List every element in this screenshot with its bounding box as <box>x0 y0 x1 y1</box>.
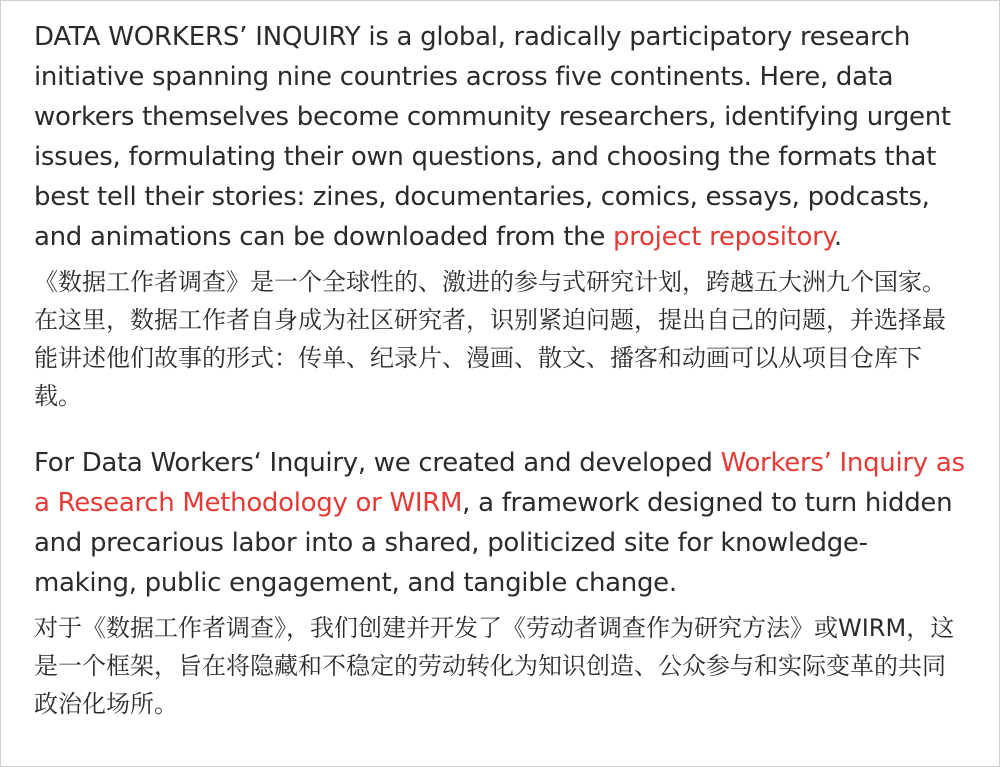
intro-text: is a global, radically participatory research initiative spanning nine countries across five continents. Here, data workers themselves become community researchers, identifying urgent issues, formulating their own questions, and choosing the formats that best tell their stories: zines, documentaries, comics, essays, podcasts, and animations can be downloaded from the <box>34 22 951 252</box>
paragraph-method-english <box>34 443 969 603</box>
article-body <box>34 17 969 723</box>
wirm-link[interactable]: Workers’ Inquiry as a Research Methodology or WIRM <box>34 448 965 518</box>
paragraph-intro-chinese: 《数据工作者调查》是一个全球性的、激进的参与式研究计划，跨越五大洲九个国家。在这里，数据工作者自身成为社区研究者，识别紧迫问题，提出自己的问题，并选择最能讲述他们故事的形式：传单、纪录片、漫画、散文、播客和动画可以从项目仓库下载。 <box>34 268 946 410</box>
intro-text-end: . <box>833 222 842 252</box>
paragraph-method-chinese: 对于《数据工作者调查》，我们创建并开发了《劳动者调查作为研究方法》或WIRM，这是一个框架，旨在将隐藏和不稳定的劳动转化为知识创造、公众参与和实际变革的共同政治化场所。 <box>34 614 955 718</box>
project-repository-link[interactable]: project repository <box>613 222 834 252</box>
paragraph-spacer <box>34 415 969 443</box>
method-text: For Data Workers‘ Inquiry, we created and developed <box>34 448 721 478</box>
paragraph-intro-english <box>34 17 969 257</box>
project-title: DATA WORKERS’ INQUIRY <box>34 22 361 52</box>
method-text-end: , a framework designed to turn hidden and precarious labor into a shared, politicized site for knowledge-making, public engagement, and tangible change. <box>34 488 953 598</box>
